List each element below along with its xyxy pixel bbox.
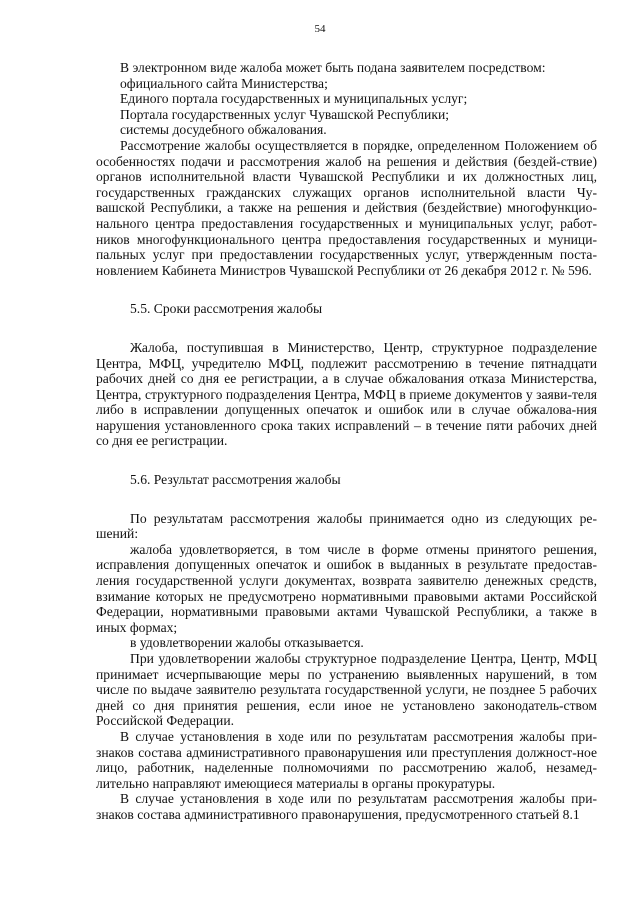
paragraph-prosecution-referral: В случае установления в ходе или по результатам рассмотрения жалобы при-знаков состава административного правонарушения или преступления должност-ное лицо, работник, наделенные полномочиями по рассмотрению жалоб, незамед-лительно направляют имеющиеся материалы в органы прокуратуры. (96, 728, 597, 791)
section-heading-5-6: 5.6. Результат рассмотрения жалобы (130, 472, 341, 488)
page-number: 54 (314, 23, 326, 35)
list-item-appeal-system: системы досудебного обжалования. (120, 122, 327, 138)
paragraph-review-terms: Жалоба, поступившая в Министерство, Центр, структурное подразделение Центра, МФЦ, учредителю МФЦ, подлежит рассмотрению в течение пятнадцати рабочих дней со дня ее регистрации, а в случае обжалования отказа Министерства, Центра, структурного подразделения Центра, МФЦ в приеме документов у заяви-теля либо в исправлении допущенных опечаток и ошибок или в случае обжалова-ния нарушения установленного срока таких исправлений – в течение пяти рабочих дней со дня ее регистрации. (96, 339, 597, 449)
paragraph-option-satisfied: жалоба удовлетворяется, в том числе в форме отмены принятого решения, исправления допущенных опечаток и ошибок в выданных в результате предостав-ления государственной услуги документах, возврата заявителю денежных средств, взимание которых не предусмотрено нормативными правовыми актами Российской Федерации, нормативными правовыми актами Чувашской Республики, а также в иных формах; (96, 541, 597, 635)
paragraph-electronic-submission: В электронном виде жалоба может быть подана заявителем посредством: (120, 60, 546, 75)
list-item-official-site: официального сайта Министерства; (120, 75, 328, 91)
paragraph-complaint-procedure: Рассмотрение жалобы осуществляется в порядке, определенном Положением об особенностях подачи и рассмотрения жалоб на решения и действия (бездей-ствие) органов исполнительной власти Чувашской Республики и их должностных лиц, государственных гражданских служащих органов исполнительной власти Чу-вашской Республики, а также на решения и действия (бездействие) многофункцио-нального центра предоставления государственных и муниципальных услуг, работ-ников многофункционального центра предоставления государственных и муници-пальных услуг при предоставлении государственных услуг, утвержденным поста-новлением Кабинета Министров Чувашской Республики от 26 декабря 2012 г. № 596. (96, 137, 597, 278)
section-heading-5-5: 5.5. Сроки рассмотрения жалобы (130, 301, 323, 317)
paragraph-satisfaction-measures: При удовлетворении жалобы структурное подразделение Центра, Центр, МФЦ принимает исчерпывающие меры по устранению выявленных нарушений, в том числе по выдаче заявителю результата государственной услуги, не позднее 5 рабочих дней со дня принятия решения, если иное не установлено законодатель-ством Российской Федерации. (96, 651, 597, 729)
document-body (96, 60, 597, 823)
list-item-unified-portal: Единого портала государственных и муниципальных услуг; (120, 91, 468, 107)
paragraph-option-refused: в удовлетворении жалобы отказывается. (130, 635, 364, 651)
paragraph-decision-intro: По результатам рассмотрения жалобы принимается одно из следующих ре-шений: (96, 510, 597, 542)
list-item-chuvash-portal: Портала государственных услуг Чувашской Республики; (120, 106, 449, 122)
paragraph-administrative-offense: В случае установления в ходе или по результатам рассмотрения жалобы при-знаков состава административного правонарушения, предусмотренного статьей 8.1 (96, 791, 597, 822)
